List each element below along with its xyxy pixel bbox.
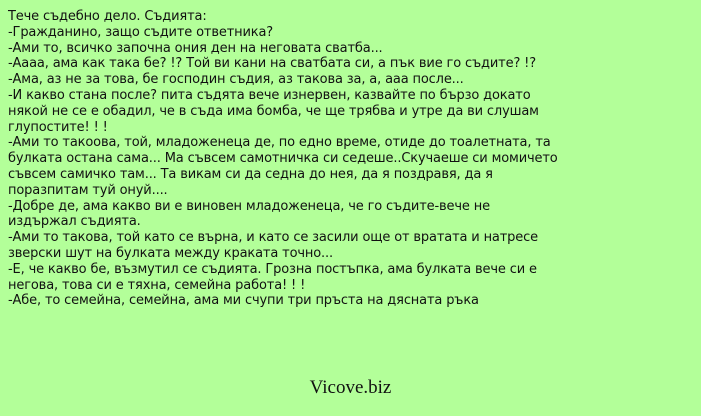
joke-line: -Ама, аз не за това, бе господин съдия, аз такова за, а, ааа после... [8,72,464,88]
joke-line: булката остана сама... Ма съвсем самотничка си седеше..Скучаеше си момичето [8,151,558,167]
joke-line: глупостите! ! ! [8,119,108,135]
site-watermark: Vicove.biz [309,377,392,398]
joke-line: съвсем самичко там... Та викам си да седна до нея, да я поздравя, да я [8,166,493,182]
joke-line: -Аааа, ама как така бе? !? Той ви кани на сватбата си, а пък вие го съдите? !? [8,56,536,72]
joke-line: -Ами то такова, той като се върна, и като се засили още от вратата и натресе [8,230,538,246]
joke-line: Тече съдебно дело. Съдията: [8,9,207,24]
joke-line: някой не се е обадил, че в съда има бомба, че ще трябва и утре да ви слушам [8,103,539,119]
joke-line: -Ами то такоова, той, младоженеца де, по едно време, отиде до тоалетната, та [8,135,551,151]
joke-line: -Добре де, ама какво ви е виновен младоженеца, че го съдите-вече не [8,198,490,214]
joke-text [8,9,688,309]
joke-line: издържал съдията. [8,214,141,230]
joke-line: -Абе, то семейна, семейна, ама ми счупи три пръста на дясната ръка [8,293,479,309]
joke-line: -Е, че какво бе, възмутил се съдията. Грозна постъпка, ама булката вече си е [8,261,537,277]
joke-line: -Гражданино, защо съдите ответника? [8,24,274,40]
joke-line: зверски шут на булката между краката точно... [8,245,334,261]
joke-line: -Ами то, всичко започна ония ден на неговата сватба... [8,40,383,56]
joke-line: негова, това си е тяхна, семейна работа! ! ! [8,277,306,293]
joke-line: поразпитам туй онуй.... [8,182,168,198]
joke-line: -И какво стана после? пита съдята вече изнервен, казвайте по бързо докато [8,87,531,103]
